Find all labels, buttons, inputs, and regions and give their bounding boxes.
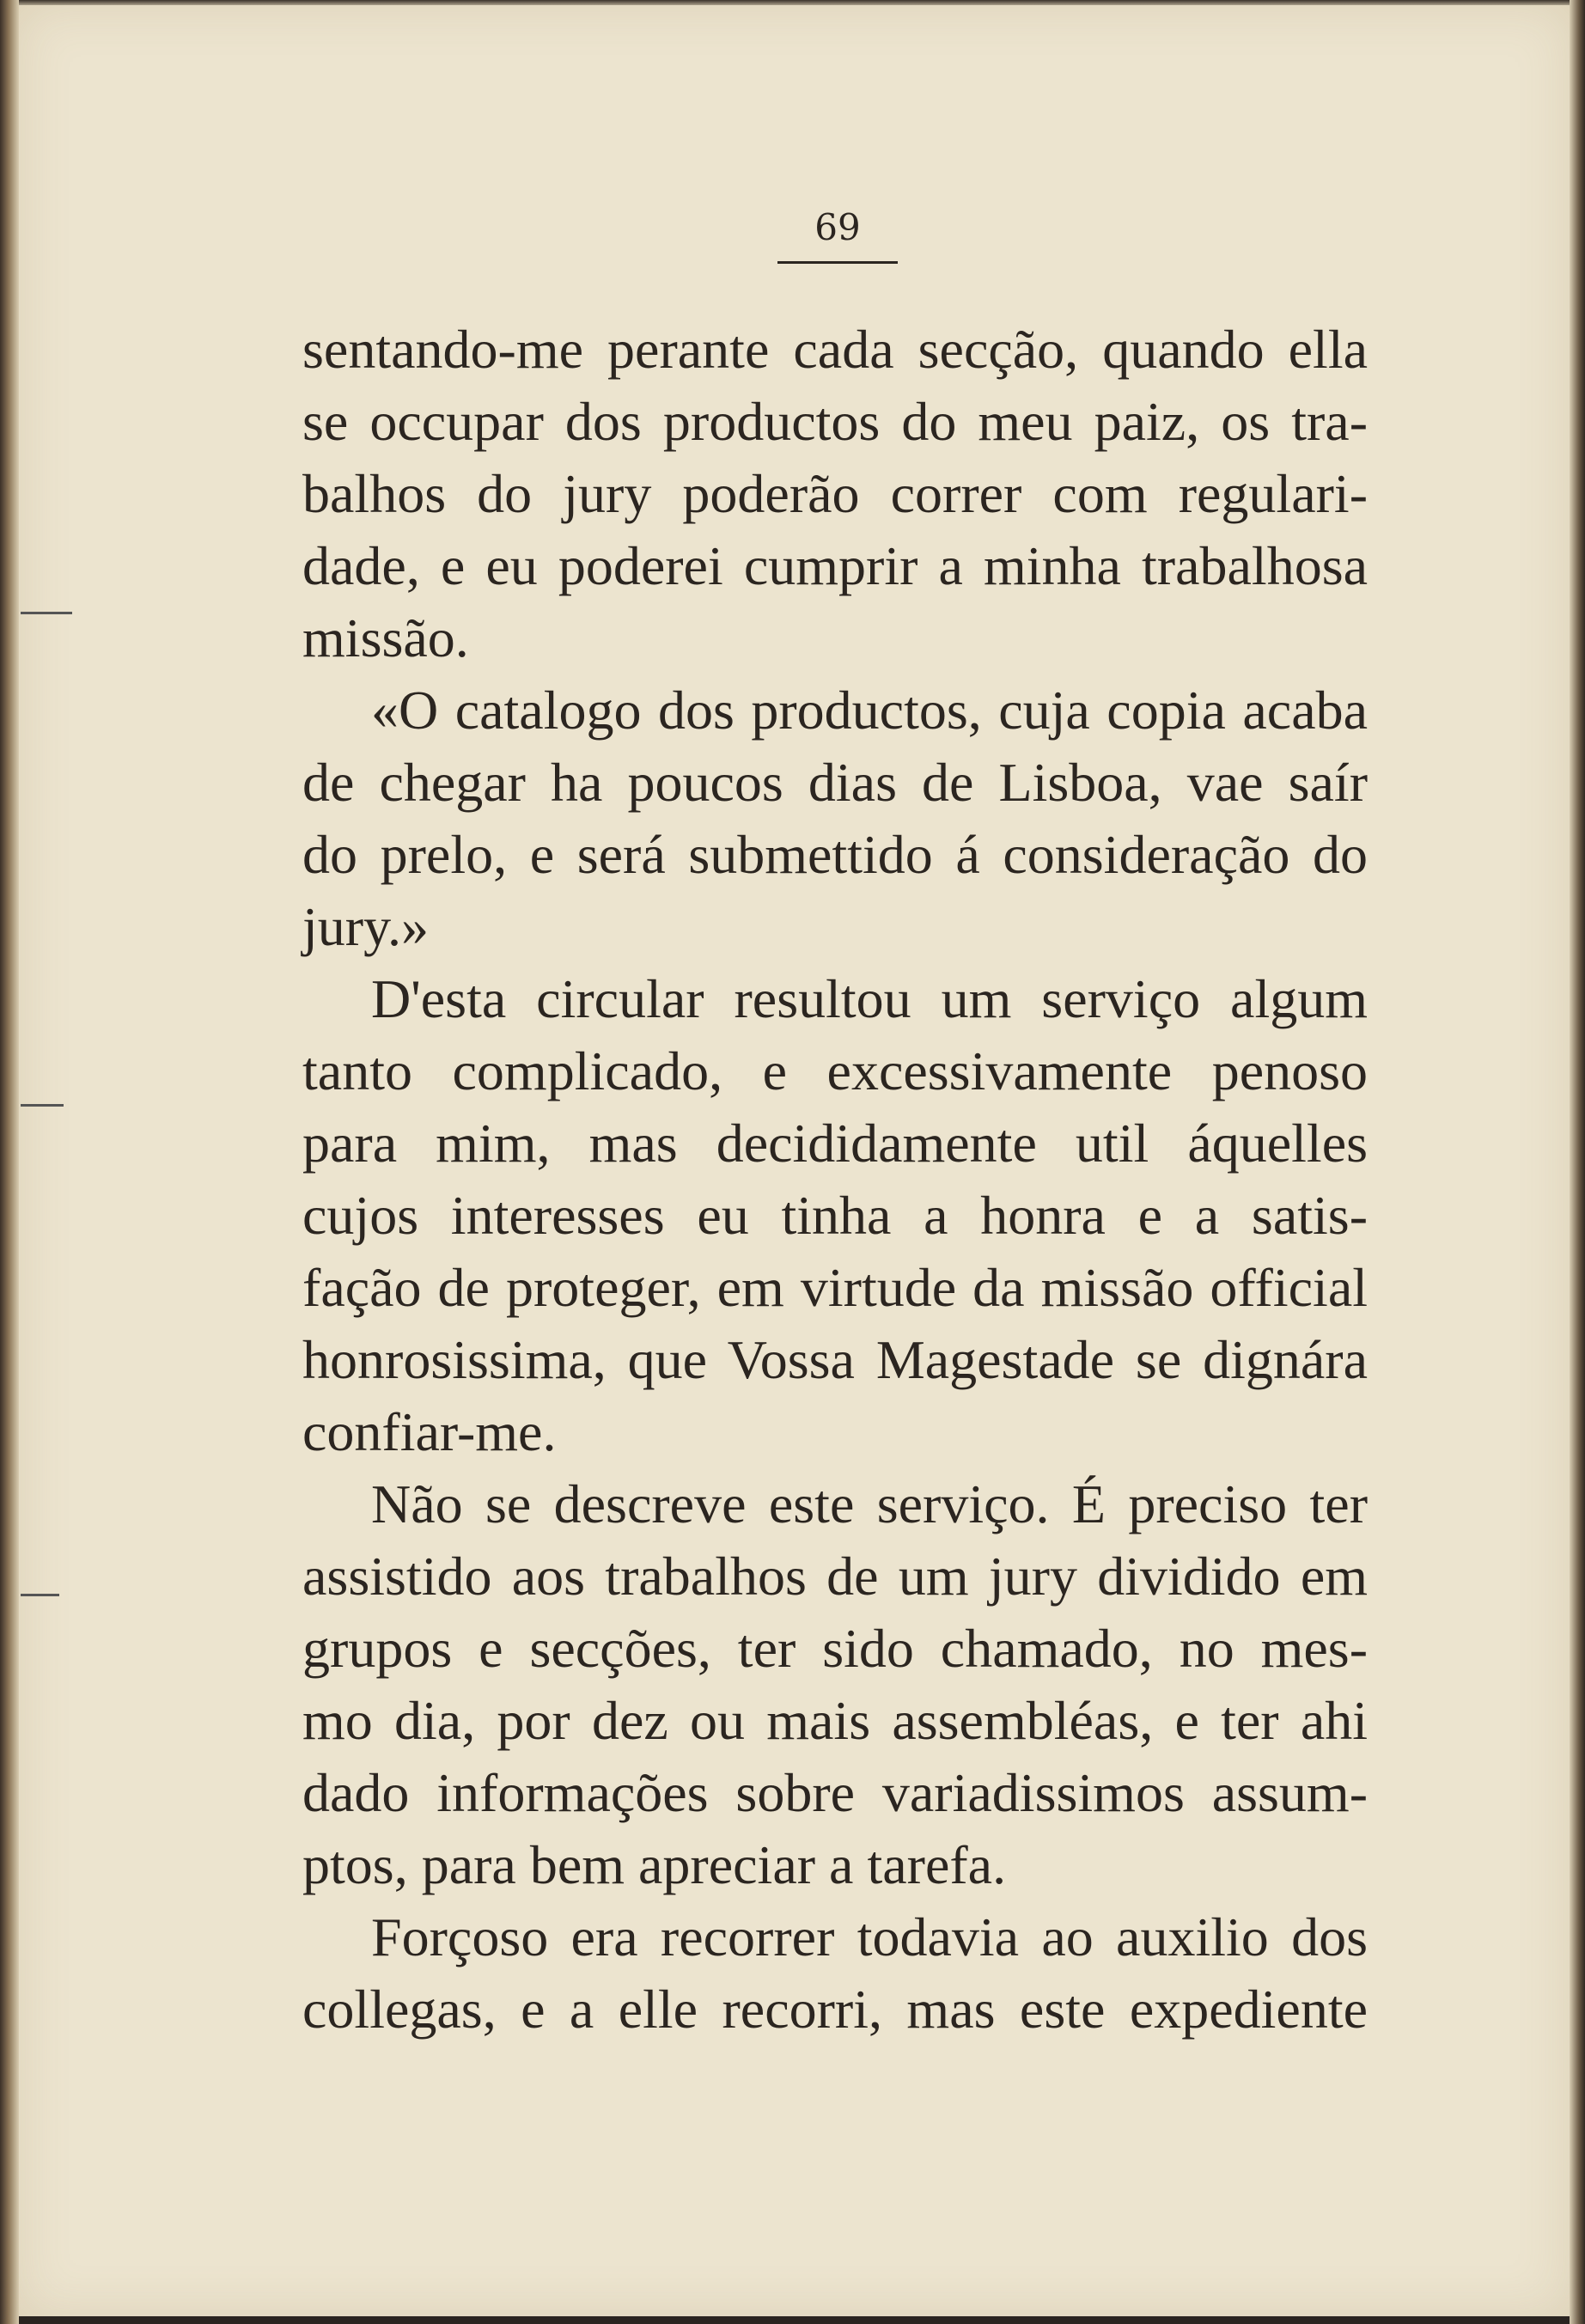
book-fore-edge: [1570, 0, 1585, 2324]
text-line: Forçoso era recorrer todavia ao auxilio dos: [371, 1906, 1368, 1967]
text-line: honrosissima, que Vossa Magestade se dignára: [302, 1329, 1368, 1390]
text-line: de chegar ha poucos dias de Lisboa, vae saír: [302, 752, 1368, 813]
text-line: se occupar dos productos do meu paiz, os tra-: [302, 391, 1368, 452]
text-line: cujos interesses eu tinha a honra e a satis-: [302, 1185, 1368, 1246]
text-line: tanto complicado, e excessivamente penoso: [302, 1040, 1368, 1101]
text-line: do prelo, e será submettido á consideração do: [302, 824, 1368, 885]
text-line: confiar-me.: [302, 1401, 557, 1462]
book-spine-edge: [0, 0, 19, 2324]
text-line: «O catalogo dos productos, cuja copia acaba: [371, 680, 1368, 741]
text-line: balhos do jury poderão correr com regulari-: [302, 463, 1368, 524]
text-line: D'esta circular resultou um serviço algum: [371, 968, 1368, 1029]
page-number-rule: [777, 261, 898, 264]
text-line: fação de proteger, em virtude da missão official: [302, 1257, 1368, 1318]
margin-mark: [21, 1594, 59, 1596]
text-line: ptos, para bem apreciar a tarefa.: [302, 1834, 1007, 1895]
text-line: collegas, e a elle recorri, mas este expediente: [302, 1979, 1368, 2040]
text-line: sentando-me perante cada secção, quando ella: [302, 319, 1368, 380]
text-line: missão.: [302, 607, 469, 668]
text-line: jury.»: [302, 896, 429, 957]
body-text: [302, 314, 1368, 2046]
page-number: 69: [814, 206, 861, 248]
text-line: para mim, mas decididamente util áquelles: [302, 1113, 1368, 1174]
text-line: mo dia, por dez ou mais assembléas, e ter ahi: [302, 1690, 1368, 1751]
margin-mark: [21, 1104, 64, 1107]
text-line: assistido aos trabalhos de um jury dividido em: [302, 1546, 1368, 1607]
text-line: dade, e eu poderei cumprir a minha trabalhosa: [302, 535, 1368, 596]
text-line: grupos e secções, ter sido chamado, no mes-: [302, 1618, 1368, 1679]
margin-mark: [21, 612, 72, 614]
text-line: dado informações sobre variadissimos assum-: [302, 1762, 1368, 1823]
text-line: Não se descreve este serviço. É preciso ter: [371, 1473, 1368, 1534]
